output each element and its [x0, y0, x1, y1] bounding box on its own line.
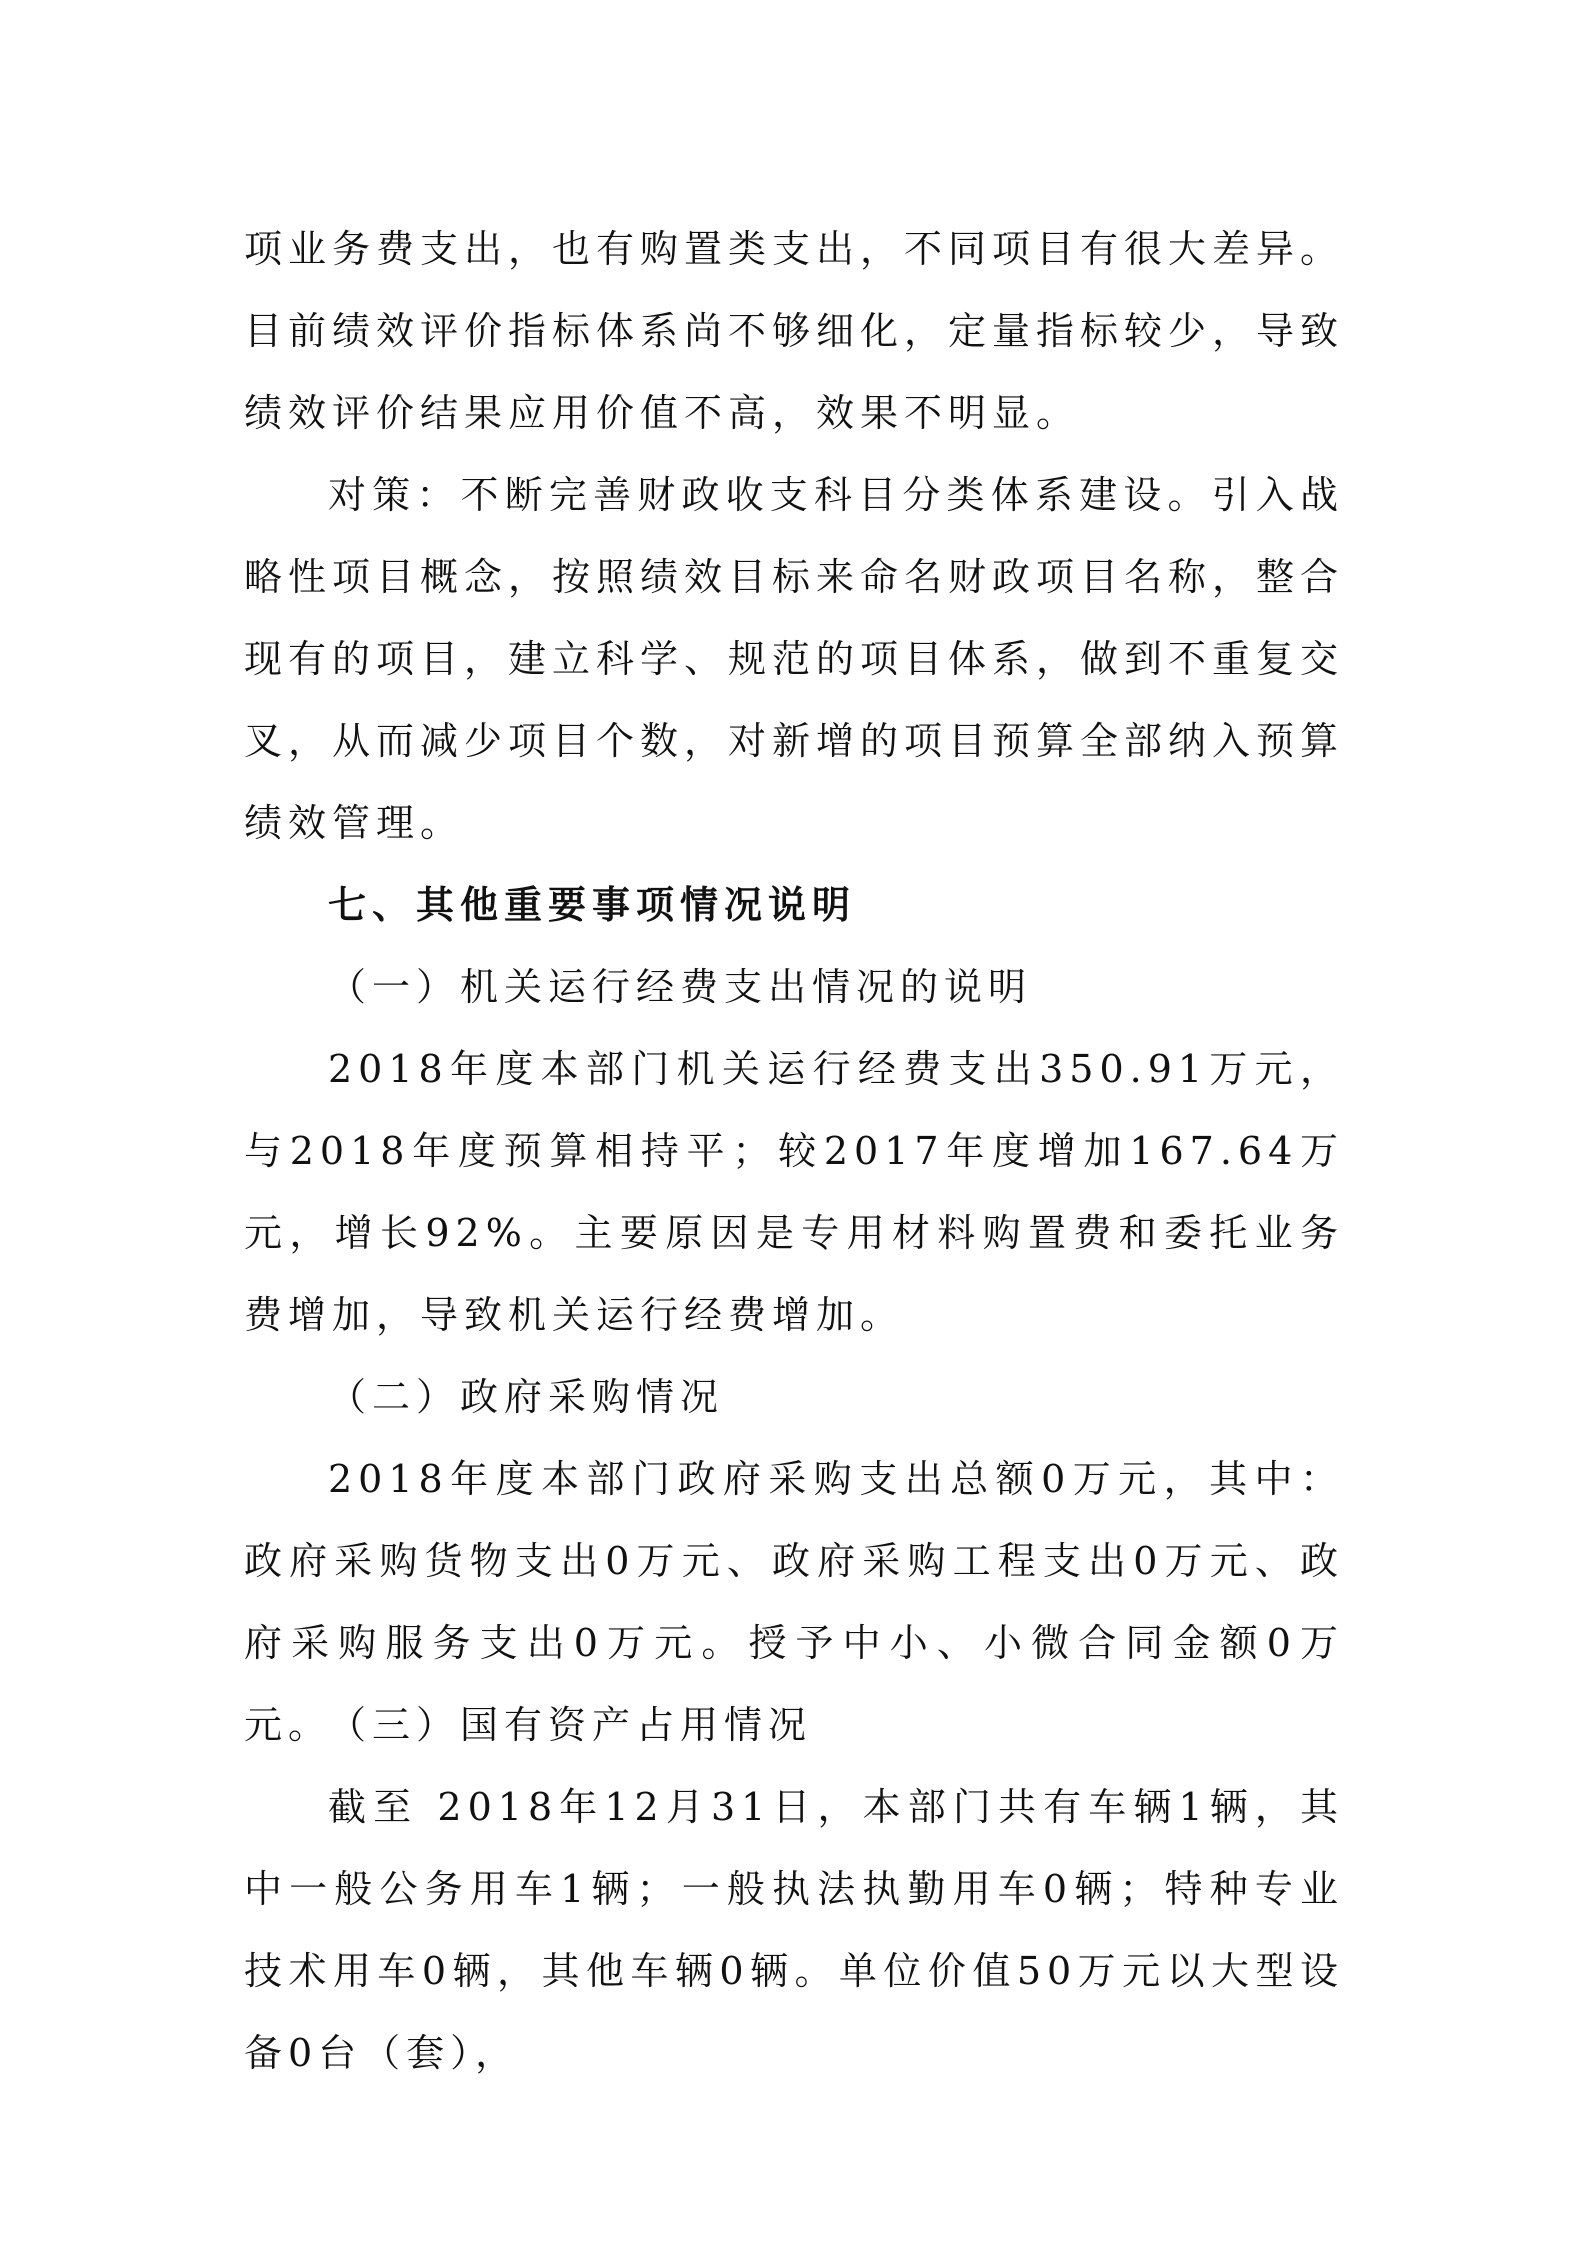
paragraph-countermeasures: 对策：不断完善财政收支科目分类体系建设。引入战略性项目概念，按照绩效目标来命名财政项目名称，整合现有的项目，建立科学、规范的项目体系，做到不重复交叉，从而减少项目个数，对新增的项目预算全部纳入预算绩效管理。	[244, 473, 1345, 845]
subheading-state-owned-assets: （三）国有资产占用情况	[328, 1703, 813, 1747]
paragraph-state-owned-assets: 截至 2018年12月31日，本部门共有车辆1辆，其中一般公务用车1辆；一般执法执勤用车0辆；特种专业技术用车0辆，其他车辆0辆。单位价值50万元以大型设备0台（套），	[244, 1785, 1344, 2075]
subheading-government-procurement: （二）政府采购情况	[328, 1375, 725, 1419]
paragraph-government-procurement: 2018年度本部门政府采购支出总额0万元，其中：政府采购货物支出0万元、政府采购工程支出0万元、政府采购服务支出0万元。授予中小、小微合同金额0万元。	[244, 1457, 1344, 1747]
subheading-office-operation-expenses: （一）机关运行经费支出情况的说明	[328, 965, 1033, 1009]
section-heading-other-important-matters: 七、其他重要事项情况说明	[328, 882, 857, 927]
paragraph-performance-evaluation-problem: 项业务费支出，也有购置类支出，不同项目有很大差异。目前绩效评价指标体系尚不够细化，定量指标较少，导致绩效评价结果应用价值不高，效果不明显。	[244, 227, 1345, 435]
paragraph-office-operation-expenses: 2018年度本部门机关运行经费支出350.91万元，与2018年度预算相持平；较2017年度增加167.64万元，增长92%。主要原因是专用材料购置费和委托业务费增加，导致机关运行经费增加。	[244, 1047, 1344, 1337]
